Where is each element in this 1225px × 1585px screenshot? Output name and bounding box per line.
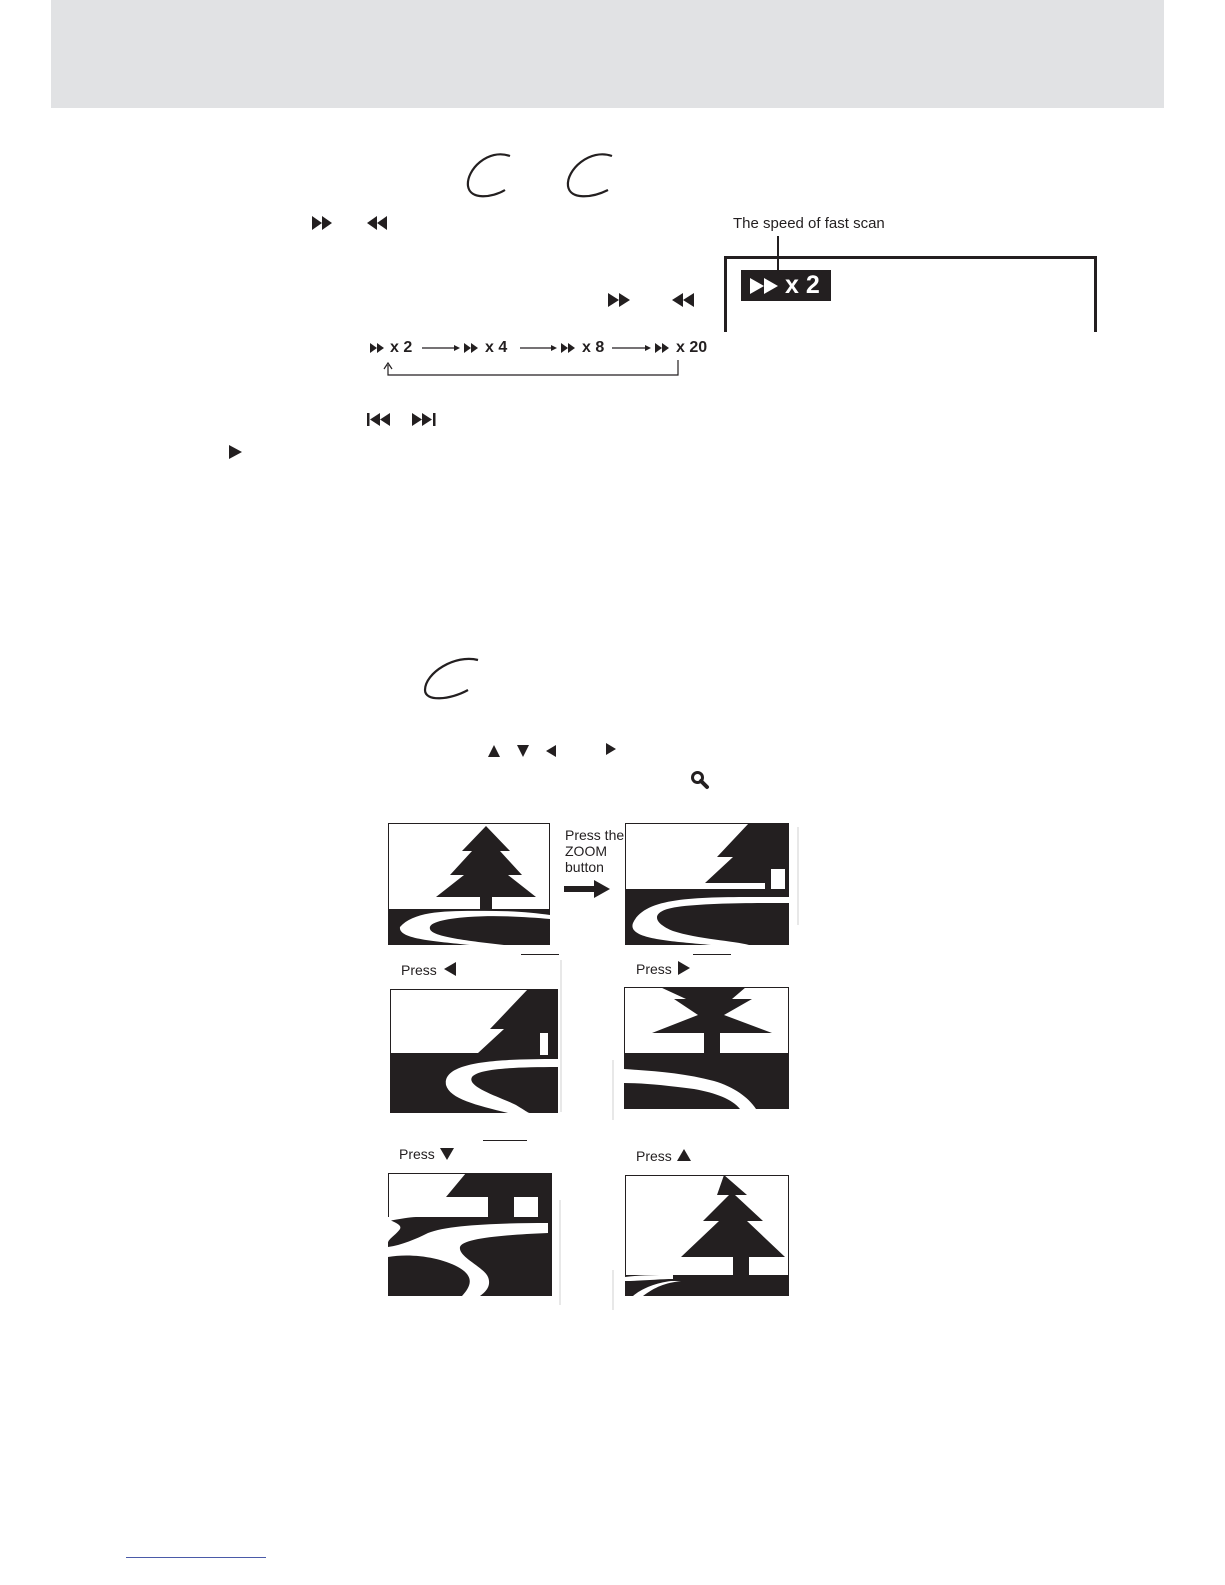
osd-speed-value: x 2 xyxy=(785,271,820,299)
speed-x2: x 2 xyxy=(390,339,413,356)
speed-x20: x 20 xyxy=(676,339,708,356)
fast-scan-callout-label: The speed of fast scan xyxy=(733,215,885,232)
footer-underline xyxy=(126,1557,266,1558)
press-zoom-line-2: ZOOM xyxy=(565,843,607,859)
press-left-label: Press xyxy=(401,962,437,978)
press-zoom-line-1: Press the xyxy=(565,827,625,843)
speed-x4: x 4 xyxy=(485,339,508,356)
press-down-label: Press xyxy=(399,1146,435,1162)
speed-x8: x 8 xyxy=(582,339,605,356)
press-up-label: Press xyxy=(636,1148,672,1164)
press-zoom-line-3: button xyxy=(565,859,604,875)
press-right-label: Press xyxy=(636,961,672,977)
